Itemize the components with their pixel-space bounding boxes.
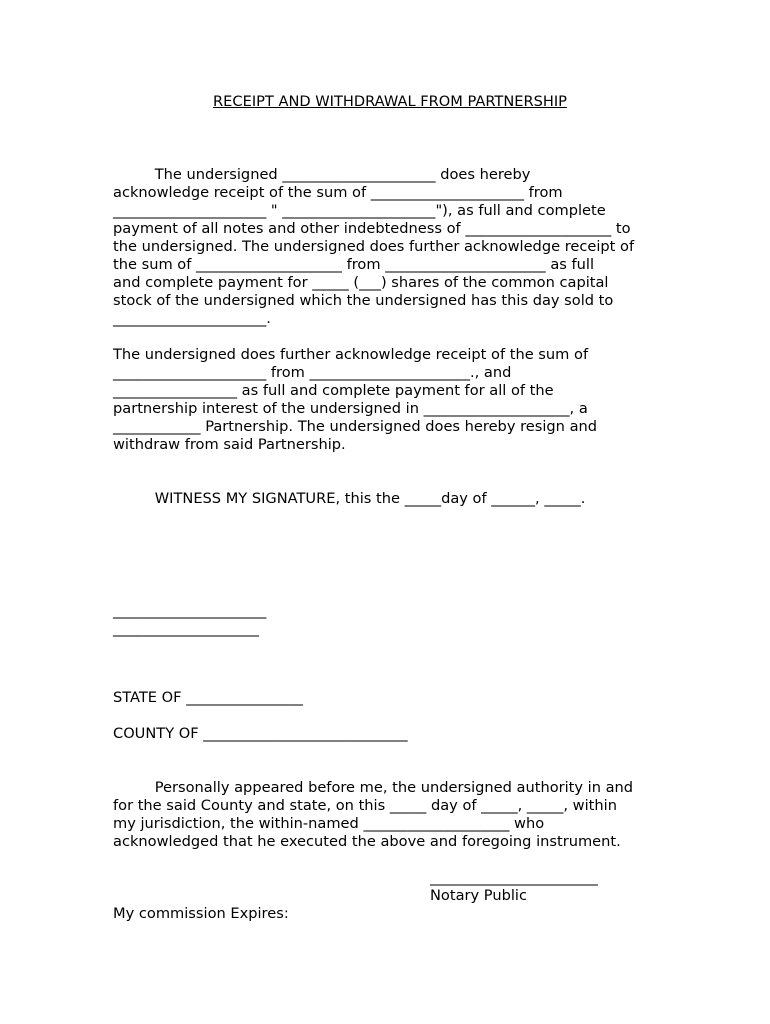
county-line: COUNTY OF ____________________________ [113, 725, 408, 742]
paragraph-line: payment of all notes and other indebtedness of ____________________ to [113, 220, 631, 237]
notary-signature-line: _______________________ [430, 869, 598, 886]
paragraph-line: partnership interest of the undersigned in ____________________, a [113, 400, 588, 417]
paragraph-line: my jurisdiction, the within-named ____________________ who [113, 815, 545, 832]
paragraph-line: Personally appeared before me, the undersigned authority in and [113, 779, 634, 796]
paragraph-line: _____________________ from ______________________., and [113, 364, 512, 381]
signature-line: _____________________ [113, 602, 267, 619]
state-line: STATE OF ________________ [113, 689, 303, 706]
paragraph-line: acknowledged that he executed the above and foregoing instrument. [113, 833, 621, 850]
paragraph-line: the undersigned. The undersigned does further acknowledge receipt of [113, 238, 635, 255]
paragraph-line: the sum of ____________________ from ______________________ as full [113, 256, 595, 273]
paragraph-line: The undersigned _____________________ does hereby [113, 166, 531, 183]
document-title: RECEIPT AND WITHDRAWAL FROM PARTNERSHIP [213, 93, 567, 110]
signature-line: ____________________ [113, 620, 259, 637]
paragraph-line: ____________ Partnership. The undersigned does hereby resign and [113, 418, 598, 435]
paragraph-line: and complete payment for _____ (___) shares of the common capital [113, 274, 609, 291]
paragraph-line: _________________ as full and complete payment for all of the [113, 382, 554, 399]
paragraph-line: withdraw from said Partnership. [113, 436, 346, 453]
commission-expires: My commission Expires: [113, 905, 289, 922]
paragraph-line: for the said County and state, on this _____ day of _____, _____, within [113, 797, 617, 814]
paragraph-line: _____________________. [113, 310, 271, 327]
paragraph-line: acknowledge receipt of the sum of _____________________ from [113, 184, 563, 201]
paragraph-line: stock of the undersigned which the undersigned has this day sold to [113, 292, 614, 309]
notary-label: Notary Public [430, 887, 527, 904]
paragraph-line: _____________________ " _____________________"), as full and complete [113, 202, 606, 219]
paragraph-line: The undersigned does further acknowledge receipt of the sum of [113, 346, 589, 363]
witness-line: WITNESS MY SIGNATURE, this the _____day of ______, _____. [113, 490, 586, 507]
